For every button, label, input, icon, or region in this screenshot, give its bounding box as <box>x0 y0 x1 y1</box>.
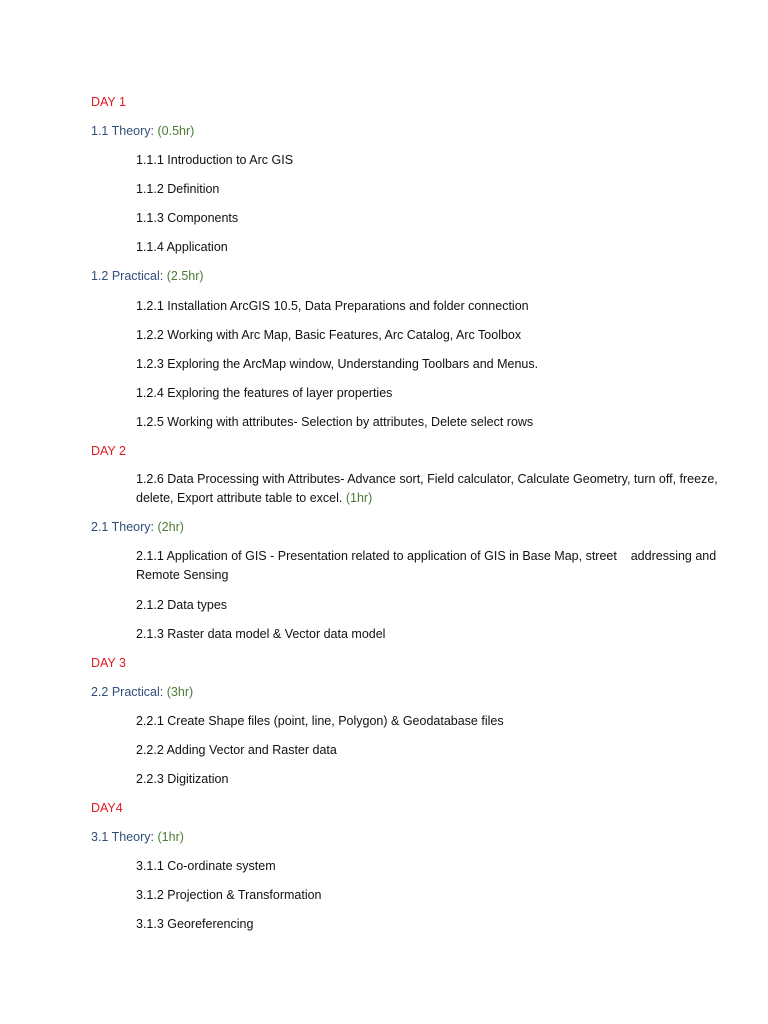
item-text: 1.2.6 Data Processing with Attributes- Advance sort, Field calculator, Calculate Geometry, turn off, freeze, delete, Export attribute table to excel. <box>136 472 718 505</box>
day-3-heading: DAY 3 <box>91 656 126 670</box>
day-1-heading: DAY 1 <box>91 95 126 109</box>
duration: (2hr) <box>157 520 184 534</box>
section-2-1-heading <box>91 519 184 535</box>
section-label: 2.1 Theory: <box>91 520 155 534</box>
list-item: 1.2.2 Working with Arc Map, Basic Features, Arc Catalog, Arc Toolbox <box>136 328 522 342</box>
list-item: 2.1.1 Application of GIS - Presentation related to application of GIS in Base Map, street addressing and Remote Sensing <box>136 549 720 582</box>
section-label: 1.1 Theory: <box>91 124 155 138</box>
list-item: 2.2.2 Adding Vector and Raster data <box>136 743 337 757</box>
list-item: 1.2.4 Exploring the features of layer properties <box>136 386 393 400</box>
duration: (2.5hr) <box>166 269 204 283</box>
list-item: 1.2.1 Installation ArcGIS 10.5, Data Preparations and folder connection <box>136 299 529 313</box>
list-item <box>136 470 736 508</box>
section-3-1-heading <box>91 829 184 845</box>
list-item: 1.1.3 Components <box>136 211 239 225</box>
list-item: 1.1.2 Definition <box>136 182 220 196</box>
list-item: 1.1.1 Introduction to Arc GIS <box>136 153 294 167</box>
list-item: 2.1.3 Raster data model & Vector data model <box>136 627 386 641</box>
section-label: 2.2 Practical: <box>91 685 164 699</box>
duration: (3hr) <box>166 685 194 699</box>
section-1-2-heading <box>91 268 204 284</box>
duration: (1hr) <box>345 491 373 505</box>
duration: (0.5hr) <box>157 124 195 138</box>
section-label: 1.2 Practical: <box>91 269 164 283</box>
list-item: 2.2.3 Digitization <box>136 772 229 786</box>
section-label: 3.1 Theory: <box>91 830 155 844</box>
list-item: 2.1.2 Data types <box>136 598 228 612</box>
list-item: 1.1.4 Application <box>136 240 228 254</box>
list-item: 2.2.1 Create Shape files (point, line, Polygon) & Geodatabase files <box>136 714 504 728</box>
day-4-heading: DAY4 <box>91 801 123 815</box>
section-2-2-heading <box>91 684 193 700</box>
duration: (1hr) <box>157 830 184 844</box>
section-1-1-heading <box>91 123 194 139</box>
list-item: 3.1.2 Projection & Transformation <box>136 888 322 902</box>
day-2-heading: DAY 2 <box>91 444 126 458</box>
list-item: 1.2.3 Exploring the ArcMap window, Understanding Toolbars and Menus. <box>136 357 539 371</box>
list-item: 3.1.1 Co-ordinate system <box>136 859 276 873</box>
list-item: 1.2.5 Working with attributes- Selection by attributes, Delete select rows <box>136 415 534 429</box>
list-item: 3.1.3 Georeferencing <box>136 917 254 931</box>
